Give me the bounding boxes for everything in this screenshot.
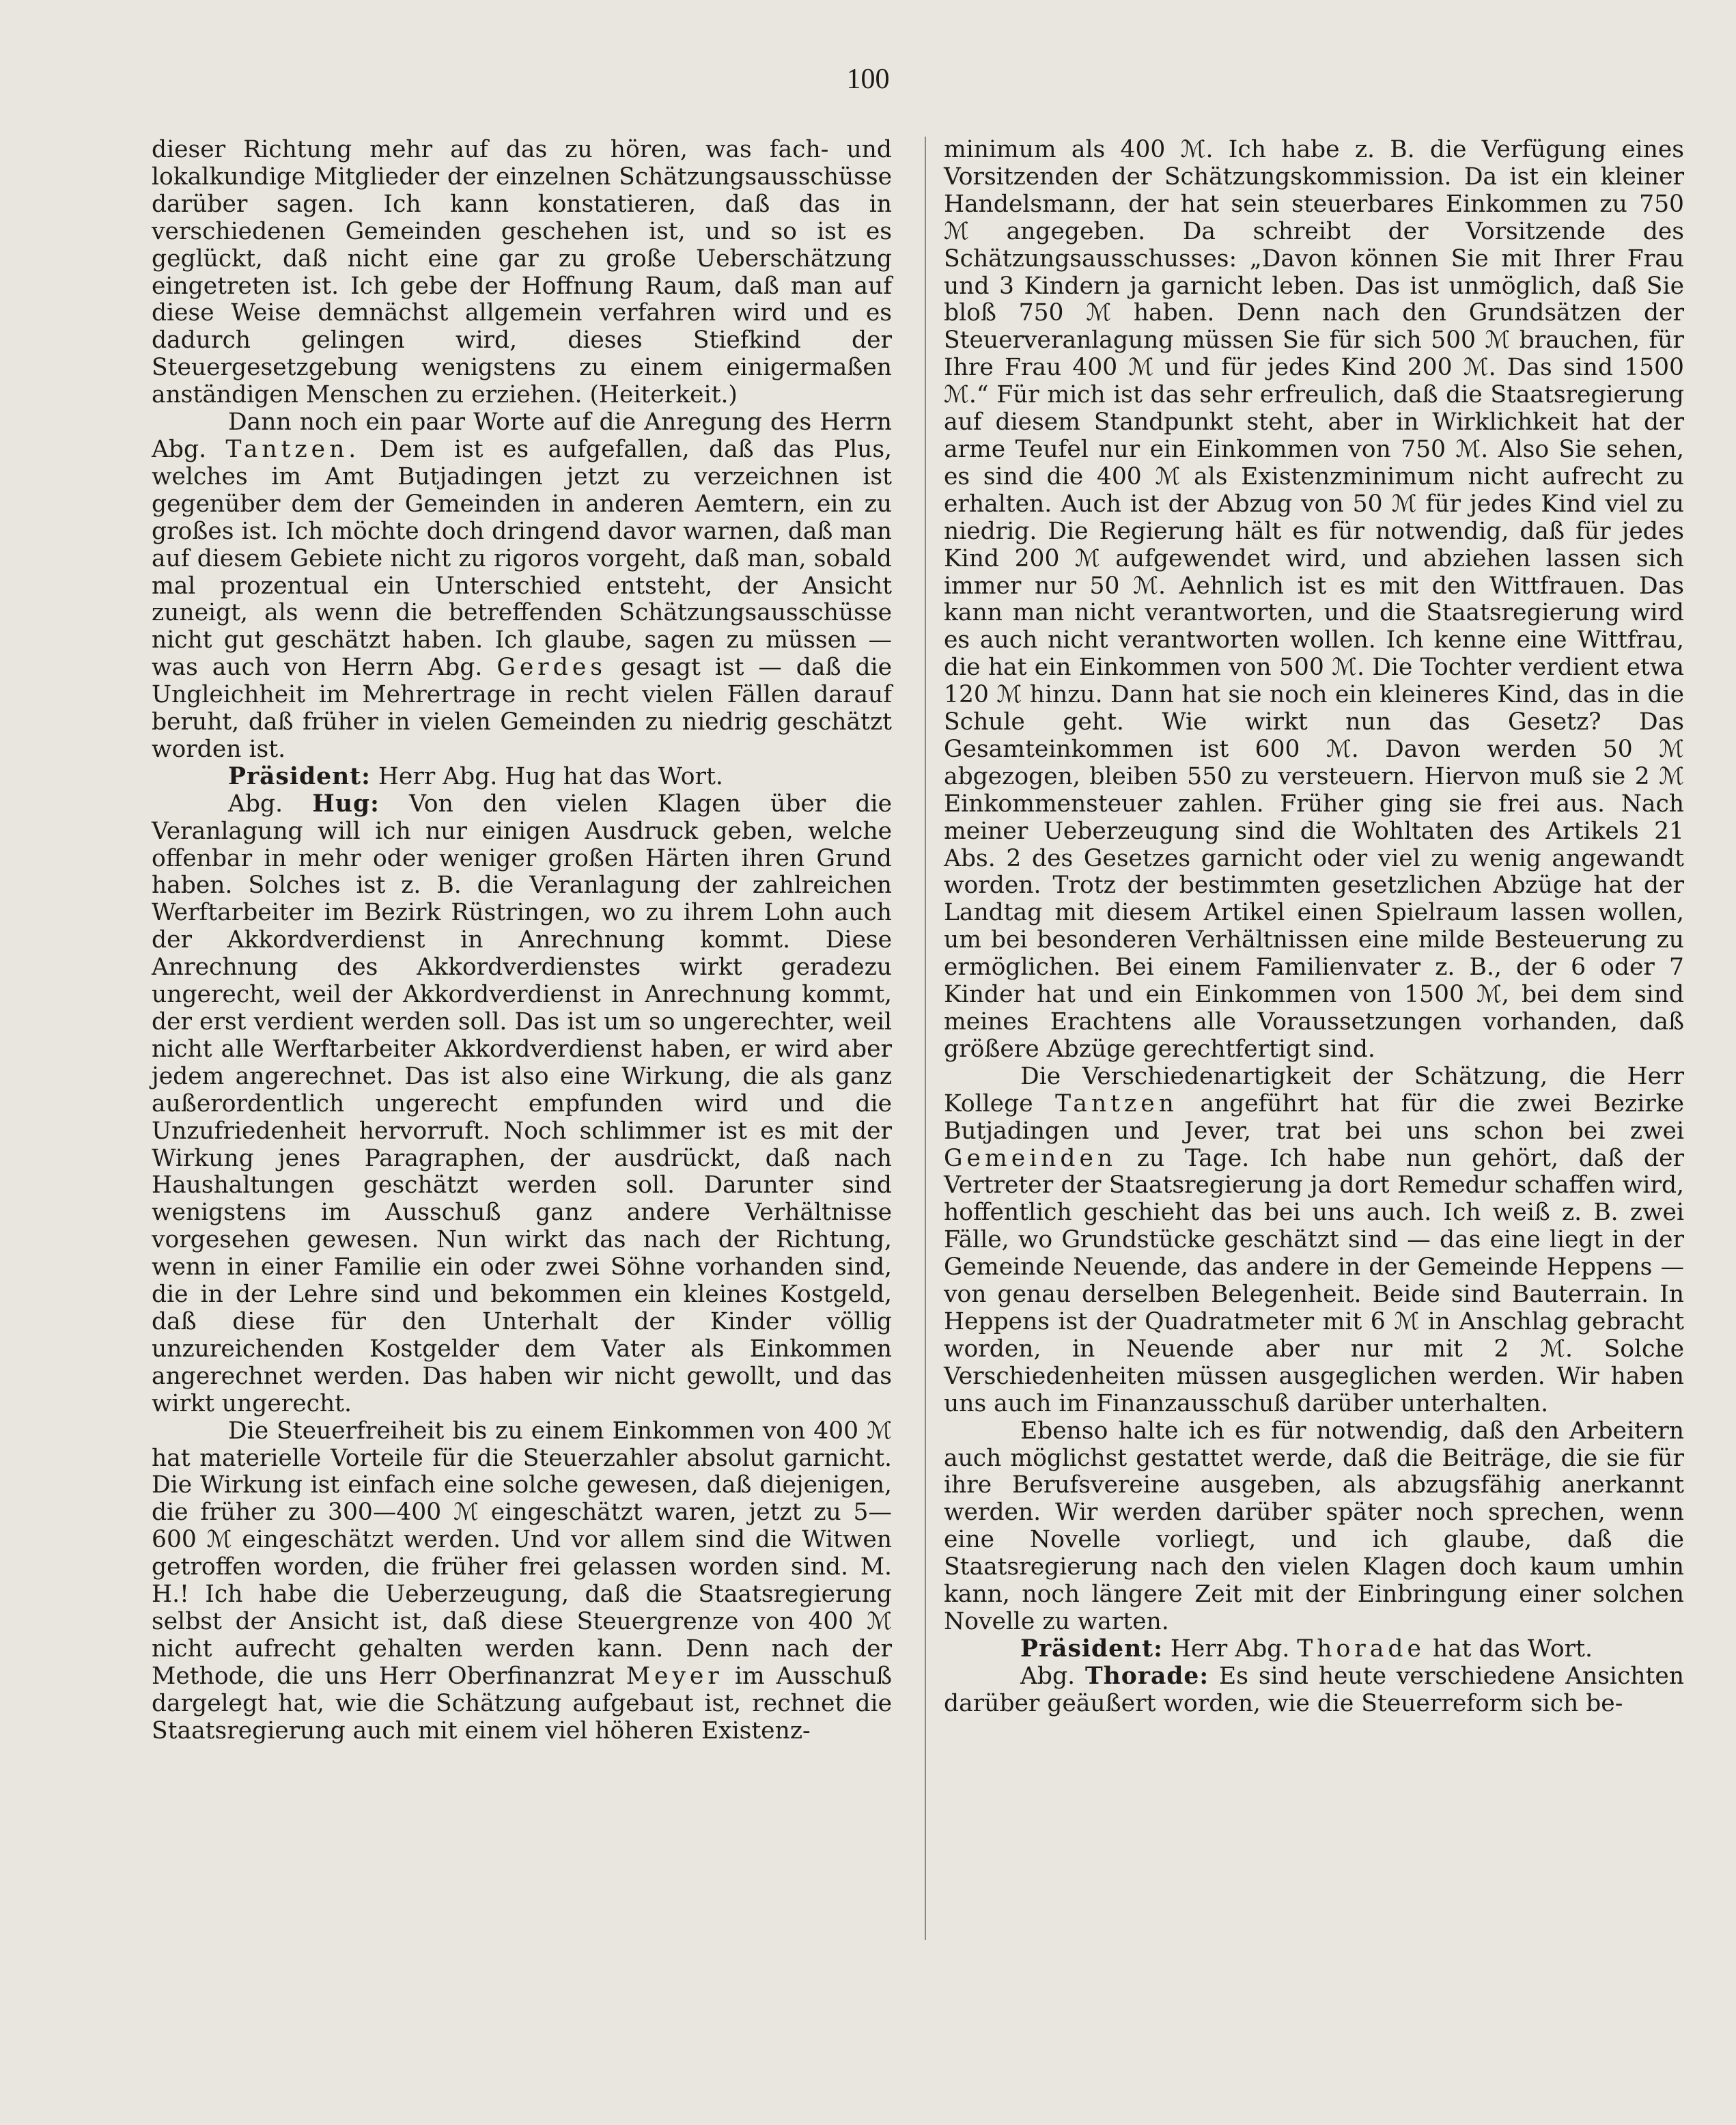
- paragraph-text: Herr Abg.: [1170, 1635, 1290, 1663]
- paragraph: [944, 1064, 1684, 1418]
- president-statement: [152, 764, 892, 791]
- paragraph-text: hat materielle Vorteile für die Steuerzahler absolut garnicht. Die Wirkung ist einfach eine solche gewesen, daß diejenigen, die früher zu 300—400: [152, 1444, 892, 1527]
- speaker-label: Präsident:: [1020, 1635, 1163, 1663]
- left-column: [152, 137, 892, 1745]
- paragraph-text: Herr Abg. Hug hat das Wort.: [378, 762, 723, 790]
- paragraph-text: eingeschätzt waren, jetzt zu 5—600: [152, 1499, 892, 1554]
- paragraph: [152, 137, 892, 409]
- paragraph: [944, 137, 1684, 1064]
- paragraph: [152, 1418, 892, 1745]
- member-name: Tantzen: [1055, 1089, 1178, 1117]
- speaker-prefix: Abg.: [228, 790, 283, 818]
- paragraph-text: minimum als 400 ℳ. Ich habe z. B. die Verfügung eines Vorsitzenden der Schätzungskommission. Da ist ein kleiner Handelsmann, der hat sein steuerbares Einkommen zu 750 ℳ angegeben. Da schreibt der Vorsitzende des Schätzungsausschusses: „Davon können Sie mit Ihrer Frau und 3 Kindern ja garnicht leben. Das ist unmöglich, daß Sie bloß 750 ℳ haben. Denn nach den Grundsätzen der Steuerveranlagung müssen Sie für sich 500 ℳ brauchen, für Ihre Frau 400 ℳ und für jedes Kind 200 ℳ. Das sind 1500 ℳ.“ Für mich ist das sehr erfreulich, daß die Staatsregierung auf diesem Standpunkt steht, aber in Wirklichkeit hat der arme Teufel nur ein Einkommen von 750 ℳ. Also Sie sehen, es sind die 400 ℳ als Existenzminimum nicht aufrecht zu erhalten. Auch ist der Abzug von 50 ℳ für jedes Kind viel zu niedrig. Die Regierung hält es für notwendig, daß für jedes Kind 200 ℳ aufgewendet wird, und abziehen lassen sich immer nur 50 ℳ. Aehnlich ist es mit den Wittfrauen. Das kann man nicht verantworten, und die Staatsregierung wird es auch nicht verantworten wollen. Ich kenne eine Wittfrau, die hat ein Einkommen von 500 ℳ. Die Tochter verdient etwa 120 ℳ hinzu. Dann hat sie noch ein kleineres Kind, das in die Schule geht. Wie wirkt nun das Gesetz? Das Gesamteinkommen ist 600 ℳ. Davon werden 50 ℳ abgezogen, bleiben 550 zu versteuern. Hiervon muß sie 2 ℳ Einkommensteuer zahlen. Früher ging sie frei aus. Nach meiner Ueberzeugung sind die Wohltaten des Artikels 21 Abs. 2 des Gesetzes garnicht oder viel zu wenig angewandt worden. Trotz der bestimmten gesetzlichen Abzüge hat der Landtag mit diesem Artikel einen Spielraum lassen wollen, um bei besonderen Verhältnissen eine milde Besteuerung zu ermöglichen. Bei einem Familienvater z. B., der 6 oder 7 Kinder hat und ein Einkommen von 1500 ℳ, bei dem sind meines Erachtens alle Voraussetzungen vorhanden, daß größere Abzüge gerechtfertigt sind.: [944, 136, 1684, 1063]
- speaker-label: Thorade:: [1085, 1662, 1209, 1690]
- paragraph-text: Von den vielen Klagen über die Veranlagung will ich nur einigen Ausdruck geben, welche offenbar in mehr oder weniger großen Härten ihren Grund haben. Solches ist z. B. die Veranlagung der zahlreichen Werftarbeiter im Bezirk Rüstringen, wo zu ihrem Lohn auch der Akkordverdienst in Anrechnung kommt. Diese Anrechnung des Akkordverdienstes wirkt geradezu ungerecht, weil der Akkordverdienst in Anrechnung kommt, der erst verdient werden soll. Das ist um so ungerechter, weil nicht alle Werftarbeiter Akkordverdienst haben, er wird aber jedem angerechnet. Das ist also eine Wirkung, die als ganz außerordentlich ungerecht empfunden wird und die Unzufriedenheit hervorruft. Noch schlimmer ist es mit der Wirkung jenes Paragraphen, der ausdrückt, daß nach Haushaltungen geschätzt werden soll. Darunter sind wenigstens im Ausschuß ganz andere Verhältnisse vorgesehen gewesen. Nun wirkt das nach der Richtung, wenn in einer Familie ein oder zwei Söhne vorhanden sind, die in der Lehre sind und bekommen ein kleines Kostgeld, daß diese für den Unterhalt der Kinder völlig unzureichenden Kostgelder dem Vater als Einkommen angerechnet werden. Das haben wir nicht gewollt, und das wirkt ungerecht.: [152, 790, 893, 1417]
- speaker-label: Hug:: [312, 790, 380, 818]
- speech-thorade: [944, 1663, 1684, 1718]
- mark-symbol: ℳ: [206, 1526, 232, 1554]
- paragraph-text: Dem ist es aufgefallen, daß das Plus, welches im Amt Butjadingen jetzt zu verzeichnen ist gegenüber dem der Gemeinden in anderen Aemtern, ein zu großes ist. Ich möchte doch dringend davor warnen, daß man auf diesem Gebiete nicht zu rigoros vorgeht, daß man, sobald mal prozentual ein Unterschied entsteht, der Ansicht zuneigt, als wenn die betreffenden Schätzungsausschüsse nicht gut geschätzt haben. Ich glaube, sagen zu müssen — was auch von Herrn Abg.: [152, 435, 893, 682]
- mark-symbol: ℳ: [867, 1607, 893, 1635]
- mark-symbol: ℳ: [453, 1499, 479, 1527]
- paragraph-text: Die Steuerfreiheit bis zu einem Einkommen von 400: [228, 1417, 859, 1445]
- page-number: 100: [846, 64, 890, 95]
- paragraph-text: Dann noch ein paar Worte auf die Anregung des Herrn Abg.: [152, 408, 892, 463]
- member-name: Meyer: [626, 1662, 723, 1690]
- paragraph-text: zu Tage. Ich habe nun gehört, daß der Vertreter der Staatsregierung ja dort Remedur schaffen wird, hoffentlich geschieht das bei uns auch. Ich weiß z. B. zwei Fälle, wo Grundstücke geschätzt sind — das eine liegt in der Gemeinde Neuende, das andere in der Gemeinde Heppens — von genau derselben Belegenheit. Beide sind Bauterrain. In Heppens ist der Quadratmeter mit 6 ℳ in Anschlag gebracht worden, in Neuende aber nur mit 2 ℳ. Solche Verschiedenheiten müssen ausgeglichen werden. Wir haben uns auch im Finanzausschuß darüber unterhalten.: [944, 1144, 1685, 1417]
- paragraph: [944, 1418, 1684, 1636]
- paragraph-text: Es sind heute verschiedene Ansichten darüber geäußert worden, wie die Steuerreform sich be-: [944, 1662, 1684, 1717]
- president-statement: [944, 1636, 1684, 1663]
- paragraph-text: im Ausschuß dargelegt hat, wie die Schätzung aufgebaut ist, rechnet die Staatsregierung auch mit einem viel höheren Existenz-: [152, 1662, 892, 1745]
- paragraph-text: Die Verschiedenartigkeit der Schätzung, die Herr Kollege: [944, 1062, 1684, 1117]
- paragraph: [152, 409, 892, 764]
- right-column: [944, 137, 1684, 1718]
- paragraph-text: eingeschätzt werden. Und vor allem sind die Witwen getroffen worden, die früher frei gelassen worden sind. M. H.! Ich habe die Ueberzeugung, daß die Staatsregierung selbst der Ansicht ist, daß diese Steuergrenze von 400: [152, 1526, 893, 1635]
- mark-symbol: ℳ: [867, 1417, 893, 1445]
- member-name: Gerdes: [496, 654, 607, 682]
- speaker-label: Präsident:: [228, 762, 371, 790]
- member-name: Thorade: [1297, 1635, 1425, 1663]
- speaker-prefix: Abg.: [1020, 1662, 1076, 1690]
- paragraph-text: gesagt ist — daß die Ungleichheit im Mehrertrage in recht vielen Fällen darauf beruht, daß früher in vielen Gemeinden zu niedrig geschätzt worden ist.: [152, 654, 893, 763]
- paragraph-text: nicht aufrecht gehalten werden kann. Denn nach der Methode, die uns Herr Oberfinanzrat: [152, 1635, 892, 1690]
- column-divider: [925, 137, 926, 1940]
- emphasis-text: Gemeinden: [944, 1144, 1117, 1172]
- paragraph-text: angeführt hat für die zwei Bezirke Butjadingen und Jever, trat bei uns schon bei zwei: [944, 1089, 1685, 1145]
- paragraph-text: hat das Wort.: [1432, 1635, 1593, 1663]
- paragraph-text: Ebenso halte ich es für notwendig, daß den Arbeitern auch möglichst gestattet werde, daß die Beiträge, die sie für ihre Berufsvereine ausgeben, als abzugsfähig anerkannt werden. Wir werden darüber später noch sprechen, wenn eine Novelle vorliegt, und ich glaube, daß die Staatsregierung nach den vielen Klagen doch kaum umhin kann, noch längere Zeit mit der Einbringung einer solchen Novelle zu warten.: [944, 1417, 1684, 1635]
- member-name: Tantzen.: [225, 435, 361, 463]
- paragraph-text: dieser Richtung mehr auf das zu hören, was fach- und lokalkundige Mitglieder der einzelnen Schätzungsausschüsse darüber sagen. Ich kann konstatieren, daß das in verschiedenen Gemeinden geschehen ist, und so ist es geglückt, daß nicht eine gar zu große Ueberschätzung eingetreten ist. Ich gebe der Hoffnung Raum, daß man auf diese Weise demnächst allgemein verfahren wird und es dadurch gelingen wird, dieses Stiefkind der Steuergesetzgebung wenigstens zu einem einigermaßen anständigen Menschen zu erziehen. (Heiterkeit.): [152, 136, 892, 409]
- speech-hug: [152, 791, 892, 1418]
